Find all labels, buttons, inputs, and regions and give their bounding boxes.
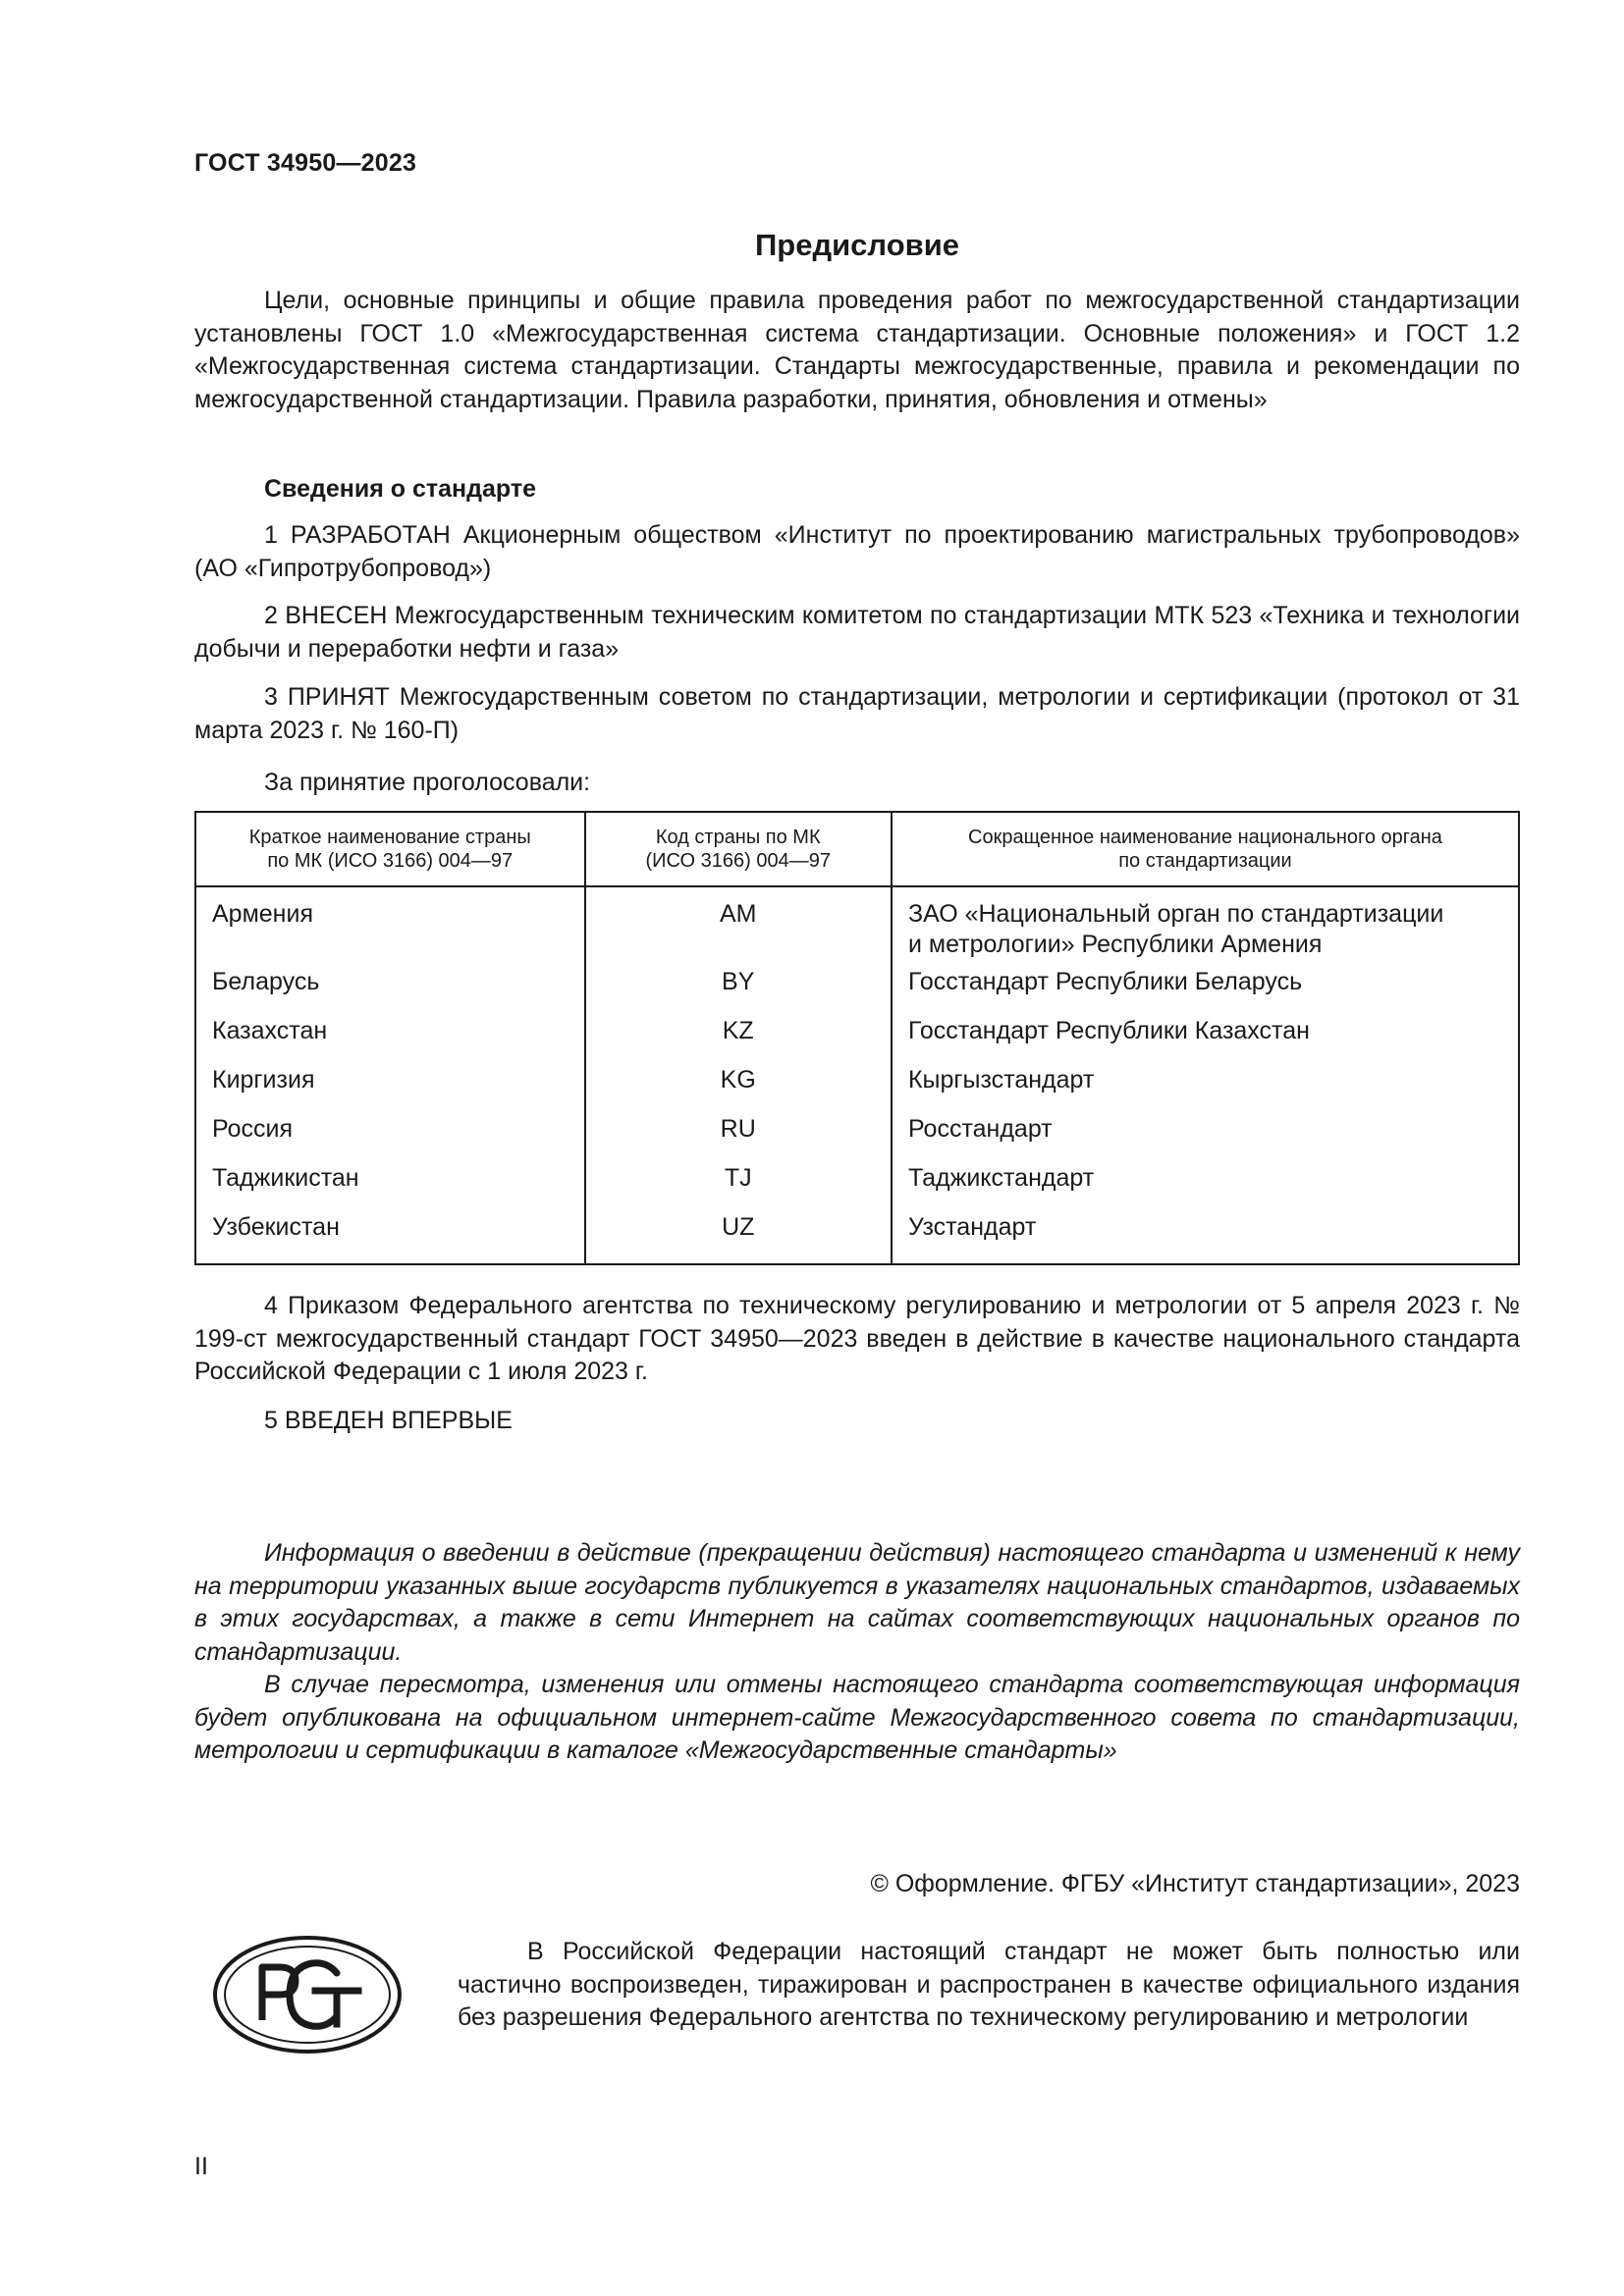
body-cell: Узстандарт — [892, 1210, 1519, 1264]
publication-info-notice: Информация о введении в действие (прекращении действия) настоящего стандарта и изменений к нему на территории указанных выше государств публикуется в указателях национальных стандартов, издаваемых в этих государствах, а также в сети Интернет на сайтах соответствующих национальных органов по стандартизации. — [194, 1539, 1520, 1666]
table-row — [195, 1014, 1519, 1063]
info-item-2: 2 ВНЕСЕН Межгосударственным техническим комитетом по стандартизации МТК 523 «Техника и технологии добычи и переработки нефти и газа» — [194, 602, 1520, 663]
copyright-notice: © Оформление. ФГБУ «Институт стандартизации», 2023 — [870, 1870, 1520, 1897]
info-item-1: 1 РАЗРАБОТАН Акционерным обществом «Институт по проектированию магистральных трубопроводов» (АО «Гипротрубопровод») — [194, 521, 1520, 582]
page-number: II — [194, 2153, 208, 2180]
intro-paragraph: Цели, основные принципы и общие правила проведения работ по межгосударственной стандартизации установлены ГОСТ 1.0 «Межгосударственная система стандартизации. Основные положения» и ГОСТ 1.2 «Межгосударственная система стандартизации. Стандарты межгосударственные, правила и рекомендации по межгосударственной стандартизации. Правила разработки, принятия, обновления и отмены» — [194, 287, 1520, 413]
body-cell: Кыргызстандарт — [892, 1063, 1519, 1112]
country-cell: Беларусь — [212, 968, 320, 995]
table-row — [195, 1063, 1519, 1112]
reproduction-rights-notice: В Российской Федерации настоящий стандарт не может быть полностью или частично воспроизведен, тиражирован и распространен в качестве официального издания без разрешения Федерального агентства по техническому регулированию и метрологии — [458, 1938, 1520, 2031]
rst-certification-mark-icon — [211, 1934, 404, 2056]
body-cell: Таджикстандарт — [892, 1161, 1519, 1210]
country-cell: Киргизия — [212, 1066, 315, 1094]
country-cell: Россия — [212, 1115, 293, 1143]
country-cell: Узбекистан — [212, 1213, 340, 1241]
column-header-country: Краткое наименование страны по МК (ИСО 3166) 004—97 — [195, 812, 585, 886]
votes-caption: За принятие проголосовали: — [264, 769, 591, 796]
revision-notice: В случае пересмотра, изменения или отмены настоящего стандарта соответствующая информация будет опубликована на официальном интернет-сайте Межгосударственного совета по стандартизации, метрологии и сертификации в каталоге «Межгосударственные стандарты» — [194, 1671, 1520, 1764]
info-item-5: 5 ВВЕДЕН ВПЕРВЫЕ — [264, 1407, 513, 1434]
code-cell: BY — [585, 965, 892, 1014]
column-header-code: Код страны по МК (ИСО 3166) 004—97 — [585, 812, 892, 886]
table-row — [195, 886, 1519, 965]
table-row — [195, 965, 1519, 1014]
body-cell: ЗАО «Национальный орган по стандартизации и метрологии» Республики Армения — [892, 886, 1519, 965]
column-header-body: Сокращенное наименование национального органа по стандартизации — [892, 812, 1519, 886]
code-cell: UZ — [585, 1210, 892, 1264]
country-cell: Армения — [212, 900, 313, 928]
code-cell: KG — [585, 1063, 892, 1112]
page-title: Предисловие — [754, 228, 959, 262]
info-item-3: 3 ПРИНЯТ Межгосударственным советом по стандартизации, метрологии и сертификации (протокол от 31 марта 2023 г. № 160-П) — [194, 683, 1520, 744]
code-cell: TJ — [585, 1161, 892, 1210]
country-cell: Таджикистан — [212, 1164, 359, 1192]
country-cell: Казахстан — [212, 1017, 328, 1044]
table-row — [195, 1161, 1519, 1210]
table-row — [195, 1210, 1519, 1264]
document-id: ГОСТ 34950—2023 — [194, 149, 417, 177]
voting-countries-table — [194, 811, 1520, 1265]
body-cell: Госстандарт Республики Казахстан — [892, 1014, 1519, 1063]
code-cell: AM — [585, 886, 892, 965]
body-cell: Росстандарт — [892, 1112, 1519, 1161]
table-header-row — [195, 812, 1519, 886]
standard-info-heading: Сведения о стандарте — [264, 475, 537, 503]
info-item-4: 4 Приказом Федерального агентства по техническому регулированию и метрологии от 5 апреля 2023 г. № 199-ст межгосударственный стандарт ГОСТ 34950—2023 введен в действие в качестве национального стандарта Российской Федерации с 1 июля 2023 г. — [194, 1292, 1520, 1385]
code-cell: RU — [585, 1112, 892, 1161]
code-cell: KZ — [585, 1014, 892, 1063]
body-cell: Госстандарт Республики Беларусь — [892, 965, 1519, 1014]
table-row — [195, 1112, 1519, 1161]
